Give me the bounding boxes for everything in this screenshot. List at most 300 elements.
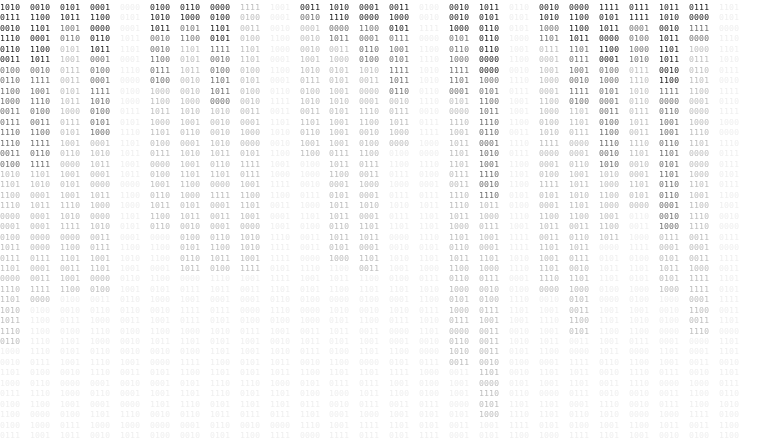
binary-digit-group: 0011 [300,231,321,242]
binary-digit-group: 0000 [60,231,81,242]
binary-digit-group: 1110 [629,137,650,148]
binary-digit-group: 0001 [689,242,710,253]
binary-digit-group: 1100 [419,294,440,305]
binary-digit-group: 0111 [539,43,560,54]
binary-digit-group: 1000 [449,54,470,65]
binary-digit-group: 1110 [479,116,500,127]
binary-digit-group: 0011 [0,106,21,117]
binary-digit-group: 1001 [270,158,291,169]
binary-digit-group: 1100 [599,221,620,232]
code-column [599,2,625,440]
binary-digit-group: 1100 [569,210,590,221]
binary-digit-group: 0100 [509,283,530,294]
binary-digit-group: 1100 [359,273,380,284]
binary-digit-group: 1010 [329,95,350,106]
binary-digit-group: 0111 [329,377,350,388]
binary-digit-group: 0101 [60,179,81,190]
binary-digit-group: 1001 [240,273,261,284]
binary-digit-group: 1001 [689,189,710,200]
binary-digit-group: 1110 [419,95,440,106]
binary-digit-group: 0001 [599,54,620,65]
binary-digit-group: 1100 [539,95,560,106]
binary-digit-group: 1000 [300,200,321,211]
binary-digit-group: 1000 [419,137,440,148]
binary-digit-group: 1011 [150,336,171,346]
binary-digit-group: 1111 [329,429,350,440]
binary-digit-group: 1010 [419,64,440,75]
binary-digit-group: 0010 [0,22,21,33]
binary-digit-group: 1100 [180,33,201,44]
binary-digit-group: 1000 [539,106,560,117]
binary-digit-group: 1011 [150,200,171,211]
binary-digit-group: 1111 [210,43,231,54]
binary-digit-group: 1101 [300,116,321,127]
binary-digit-group: 0001 [569,148,590,159]
binary-digit-group: 1001 [329,419,350,430]
binary-digit-group: 1101 [210,169,231,179]
binary-digit-group: 1101 [150,398,171,409]
binary-digit-group: 0110 [719,388,740,399]
binary-digit-group: 1000 [659,283,680,294]
binary-digit-group: 0101 [449,294,470,305]
binary-digit-group: 1001 [270,325,291,336]
binary-digit-group: 1000 [539,75,560,86]
binary-digit-group: 0000 [120,75,141,86]
binary-digit-group: 0000 [210,2,231,12]
binary-digit-group: 1101 [0,294,21,305]
binary-digit-group: 1101 [569,273,590,284]
binary-digit-group: 1001 [569,64,590,75]
binary-digit-group: 0110 [30,148,51,159]
binary-digit-group: 0011 [389,398,410,409]
binary-digit-group: 1001 [629,429,650,440]
binary-digit-group: 0100 [180,231,201,242]
binary-digit-group: 0111 [629,2,650,12]
binary-digit-group: 0001 [210,294,231,305]
binary-digit-group: 1100 [719,419,740,430]
binary-digit-group: 0001 [150,262,171,273]
binary-digit-group: 0011 [689,419,710,430]
binary-digit-group: 0101 [599,12,620,23]
binary-digit-group: 1011 [210,252,231,263]
binary-digit-group: 1110 [270,231,291,242]
binary-digit-group: 0101 [449,95,470,106]
binary-digit-group: 1101 [0,262,21,273]
binary-digit-group: 0010 [719,356,740,367]
binary-digit-group: 0010 [359,304,380,315]
binary-digit-group: 0001 [599,95,620,106]
binary-digit-group: 1001 [659,116,680,127]
binary-digit-group: 0000 [599,33,620,44]
binary-digit-group: 0110 [210,158,231,169]
binary-digit-group: 0010 [419,336,440,346]
binary-digit-group: 0110 [569,409,590,420]
binary-digit-group: 0110 [449,273,470,284]
binary-digit-group: 1000 [90,127,111,138]
binary-digit-group: 0100 [329,346,350,357]
binary-digit-group: 1000 [449,304,470,315]
binary-digit-group: 0001 [240,116,261,127]
binary-digit-group: 0010 [300,12,321,23]
binary-digit-group: 1001 [240,252,261,263]
binary-digit-group: 1001 [389,262,410,273]
binary-digit-group: 0100 [300,158,321,169]
binary-digit-group: 0001 [689,294,710,305]
binary-digit-group: 1110 [30,346,51,357]
binary-digit-group: 0110 [0,43,21,54]
binary-digit-group: 1101 [210,346,231,357]
binary-digit-group: 0110 [329,221,350,232]
binary-digit-group: 1010 [120,252,141,263]
binary-digit-group: 0000 [120,398,141,409]
binary-digit-group: 0110 [659,137,680,148]
binary-digit-group: 1111 [419,429,440,440]
binary-digit-group: 0100 [150,2,171,12]
binary-digit-group: 0100 [0,158,21,169]
binary-digit-group: 0010 [240,95,261,106]
binary-digit-group: 0101 [90,116,111,127]
binary-digit-group: 1100 [210,356,231,367]
binary-digit-group: 0111 [629,336,650,346]
binary-digit-group: 0001 [539,158,560,169]
binary-digit-group: 1011 [359,388,380,399]
binary-digit-group: 1010 [0,304,21,315]
binary-digit-group: 1101 [120,137,141,148]
binary-digit-group: 1011 [599,346,620,357]
binary-digit-group: 0101 [509,22,530,33]
binary-digit-group: 0111 [389,33,410,44]
binary-digit-group: 1100 [150,95,171,106]
binary-digit-group: 1111 [629,12,650,23]
binary-digit-group: 1000 [30,419,51,430]
binary-digit-group: 1100 [0,189,21,200]
binary-digit-group: 0101 [180,22,201,33]
binary-digit-group: 1111 [359,419,380,430]
binary-digit-group: 1101 [150,127,171,138]
binary-digit-group: 1110 [0,33,21,44]
binary-digit-group: 0010 [509,325,530,336]
binary-digit-group: 1100 [30,315,51,326]
binary-digit-group: 0000 [150,231,171,242]
binary-digit-group: 1001 [659,127,680,138]
binary-digit-group: 1000 [629,231,650,242]
binary-digit-group: 0111 [719,64,740,75]
binary-digit-group: 1010 [60,210,81,221]
binary-digit-group: 1000 [300,169,321,179]
binary-digit-group: 0100 [120,325,141,336]
binary-digit-group: 1101 [629,262,650,273]
binary-digit-group: 1001 [329,127,350,138]
binary-digit-group: 1010 [719,54,740,65]
binary-digit-group: 0111 [569,127,590,138]
code-column [120,2,146,440]
binary-digit-group: 0110 [0,336,21,346]
binary-digit-group: 1001 [60,189,81,200]
binary-digit-group: 0000 [180,273,201,284]
binary-digit-group: 0010 [599,388,620,399]
binary-digit-group: 1010 [240,231,261,242]
binary-digit-group: 1111 [270,273,291,284]
binary-digit-group: 1100 [509,158,530,169]
code-column [509,2,535,440]
binary-digit-group: 1011 [210,283,231,294]
binary-digit-group: 0001 [90,169,111,179]
binary-digit-group: 0001 [689,95,710,106]
binary-digit-group: 0101 [180,200,201,211]
binary-digit-group: 0101 [210,398,231,409]
binary-digit-group: 0111 [60,64,81,75]
code-column [150,2,176,440]
binary-digit-group: 1011 [210,148,231,159]
binary-digit-group: 1001 [300,137,321,148]
binary-digit-group: 0100 [240,12,261,23]
binary-digit-group: 0001 [240,294,261,305]
binary-digit-group: 0011 [60,75,81,86]
binary-digit-group: 1001 [599,304,620,315]
code-column [329,2,355,440]
binary-digit-group: 1111 [719,85,740,96]
binary-digit-group: 0010 [539,2,560,12]
binary-digit-group: 1011 [479,200,500,211]
binary-digit-group: 1101 [719,2,740,12]
binary-digit-group: 0011 [389,2,410,12]
binary-digit-group: 0101 [539,189,560,200]
binary-digit-group: 0011 [599,377,620,388]
binary-digit-group: 0100 [150,429,171,440]
binary-digit-group: 0001 [210,221,231,232]
binary-digit-group: 1000 [120,200,141,211]
binary-digit-group: 1100 [599,43,620,54]
binary-digit-group: 1001 [539,325,560,336]
binary-digit-group: 1100 [569,315,590,326]
binary-digit-group: 1010 [389,200,410,211]
binary-digit-group: 0001 [90,54,111,65]
binary-digit-group: 0101 [60,346,81,357]
binary-digit-group: 0110 [180,409,201,420]
binary-digit-group: 0001 [539,200,560,211]
binary-digit-group: 0010 [509,367,530,378]
binary-digit-group: 1110 [0,325,21,336]
binary-digit-group: 0000 [240,137,261,148]
binary-digit-group: 0111 [60,315,81,326]
binary-digit-group: 0001 [270,210,291,221]
binary-digit-group: 1100 [180,179,201,190]
binary-digit-group: 0110 [569,158,590,169]
binary-digit-group: 1011 [329,273,350,284]
binary-digit-group: 1101 [270,116,291,127]
binary-digit-group: 1100 [30,398,51,409]
binary-digit-group: 0111 [0,116,21,127]
binary-digit-group: 1101 [569,377,590,388]
binary-digit-group: 0100 [240,64,261,75]
binary-digit-group: 1010 [300,64,321,75]
binary-digit-group: 1011 [659,419,680,430]
binary-digit-group: 1000 [689,43,710,54]
binary-digit-group: 0110 [389,85,410,96]
binary-digit-group: 1101 [569,116,590,127]
binary-digit-group: 1010 [270,127,291,138]
binary-digit-group: 1011 [329,210,350,221]
binary-digit-group: 1110 [30,336,51,346]
binary-digit-group: 0000 [569,2,590,12]
binary-digit-group: 0010 [180,75,201,86]
binary-digit-group: 1000 [509,33,530,44]
binary-digit-group: 1011 [329,33,350,44]
binary-digit-group: 0001 [359,2,380,12]
binary-digit-group: 0111 [659,231,680,242]
binary-digit-group: 1101 [419,325,440,336]
binary-digit-group: 1000 [90,315,111,326]
binary-digit-group: 1010 [0,169,21,179]
binary-digit-group: 0001 [449,429,470,440]
binary-digit-group: 1110 [449,116,470,127]
binary-digit-group: 0010 [210,54,231,65]
binary-digit-group: 1101 [629,179,650,190]
binary-digit-group: 0010 [569,75,590,86]
binary-digit-group: 0010 [150,346,171,357]
binary-digit-group: 0011 [659,388,680,399]
binary-digit-group: 0000 [569,346,590,357]
binary-digit-group: 1000 [479,210,500,221]
binary-digit-group: 1101 [689,75,710,86]
binary-digit-group: 0010 [449,12,470,23]
binary-digit-group: 1010 [419,75,440,86]
binary-digit-group: 0010 [210,116,231,127]
binary-digit-group: 1000 [599,200,620,211]
binary-digit-group: 1001 [300,273,321,284]
binary-digit-group: 0000 [599,294,620,305]
binary-digit-group: 1011 [539,336,560,346]
binary-digit-group: 0111 [300,346,321,357]
binary-digit-group: 0011 [300,325,321,336]
binary-digit-group: 0011 [689,356,710,367]
binary-digit-group: 1100 [539,346,560,357]
binary-digit-group: 0100 [0,64,21,75]
binary-digit-group: 0110 [120,273,141,284]
binary-digit-group: 0100 [0,231,21,242]
binary-digit-group: 0101 [120,116,141,127]
binary-digit-group: 0010 [419,12,440,23]
binary-digit-group: 0001 [329,179,350,190]
binary-digit-group: 0011 [479,346,500,357]
binary-digit-group: 0001 [120,231,141,242]
binary-digit-group: 0111 [359,377,380,388]
code-column [449,2,475,440]
binary-digit-group: 1001 [509,43,530,54]
binary-digit-group: 0001 [120,388,141,399]
binary-digit-group: 0111 [449,315,470,326]
binary-digit-group: 0010 [240,419,261,430]
binary-digit-group: 1001 [449,127,470,138]
binary-digit-group: 0101 [120,221,141,232]
binary-digit-group: 1000 [419,367,440,378]
binary-digit-group: 1010 [719,398,740,409]
binary-digit-group: 0101 [60,2,81,12]
binary-digit-group: 1010 [509,336,530,346]
binary-digit-group: 0001 [270,12,291,23]
binary-digit-group: 1101 [60,252,81,263]
binary-digit-group: 0110 [449,336,470,346]
binary-digit-group: 1101 [180,388,201,399]
binary-digit-group: 1101 [659,43,680,54]
binary-digit-group: 1010 [210,325,231,336]
binary-digit-group: 0100 [120,85,141,96]
binary-digit-group: 0101 [60,127,81,138]
binary-digit-group: 1101 [389,221,410,232]
binary-digit-group: 1001 [150,315,171,326]
binary-digit-group: 0111 [240,169,261,179]
binary-digit-group: 0110 [419,85,440,96]
binary-digit-group: 1100 [270,148,291,159]
binary-digit-group: 0111 [719,231,740,242]
binary-digit-group: 1001 [30,85,51,96]
binary-digit-group: 0010 [479,179,500,190]
binary-digit-group: 1001 [509,106,530,117]
binary-digit-group: 1101 [719,273,740,284]
binary-digit-group: 0111 [629,106,650,117]
binary-digit-group: 1011 [659,54,680,65]
binary-digit-group: 0101 [210,33,231,44]
binary-digit-group: 0011 [240,106,261,117]
binary-digit-group: 0111 [509,148,530,159]
binary-digit-group: 0111 [479,221,500,232]
binary-digit-group: 1001 [509,221,530,232]
binary-digit-group: 0000 [719,325,740,336]
binary-digit-group: 0001 [539,54,560,65]
binary-digit-group: 1000 [180,189,201,200]
binary-digit-group: 1111 [60,221,81,232]
binary-digit-group: 1010 [90,148,111,159]
binary-digit-group: 0110 [509,388,530,399]
binary-digit-group: 0001 [689,346,710,357]
binary-digit-group: 0101 [389,54,410,65]
binary-digit-group: 1001 [240,346,261,357]
binary-digit-group: 1111 [270,179,291,190]
binary-digit-group: 1111 [509,419,530,430]
binary-digit-group: 0100 [240,315,261,326]
binary-digit-group: 1101 [539,409,560,420]
binary-digit-group: 0010 [300,33,321,44]
binary-digit-group: 0001 [389,336,410,346]
binary-digit-group: 1101 [539,262,560,273]
binary-digit-group: 1000 [0,95,21,106]
binary-digit-group: 0010 [0,356,21,367]
binary-digit-group: 0010 [180,85,201,96]
binary-digit-group: 1000 [60,106,81,117]
binary-digit-group: 0111 [210,304,231,315]
binary-digit-group: 0010 [599,367,620,378]
code-column [180,2,206,440]
binary-digit-group: 1011 [120,148,141,159]
binary-digit-group: 0111 [60,419,81,430]
binary-digit-group: 0000 [329,294,350,305]
binary-digit-group: 1011 [329,231,350,242]
binary-digit-group: 0100 [30,367,51,378]
binary-digit-group: 0111 [419,189,440,200]
binary-digit-group: 1100 [150,325,171,336]
binary-digit-group: 0000 [300,304,321,315]
binary-digit-group: 0110 [479,127,500,138]
binary-digit-group: 0000 [120,2,141,12]
binary-digit-group: 1001 [599,210,620,221]
binary-digit-group: 0100 [210,262,231,273]
binary-digit-group: 1010 [479,148,500,159]
binary-digit-group: 0111 [329,148,350,159]
binary-digit-group: 1110 [539,315,560,326]
binary-digit-group: 1011 [180,262,201,273]
binary-digit-group: 1110 [719,33,740,44]
binary-digit-group: 1100 [90,12,111,23]
